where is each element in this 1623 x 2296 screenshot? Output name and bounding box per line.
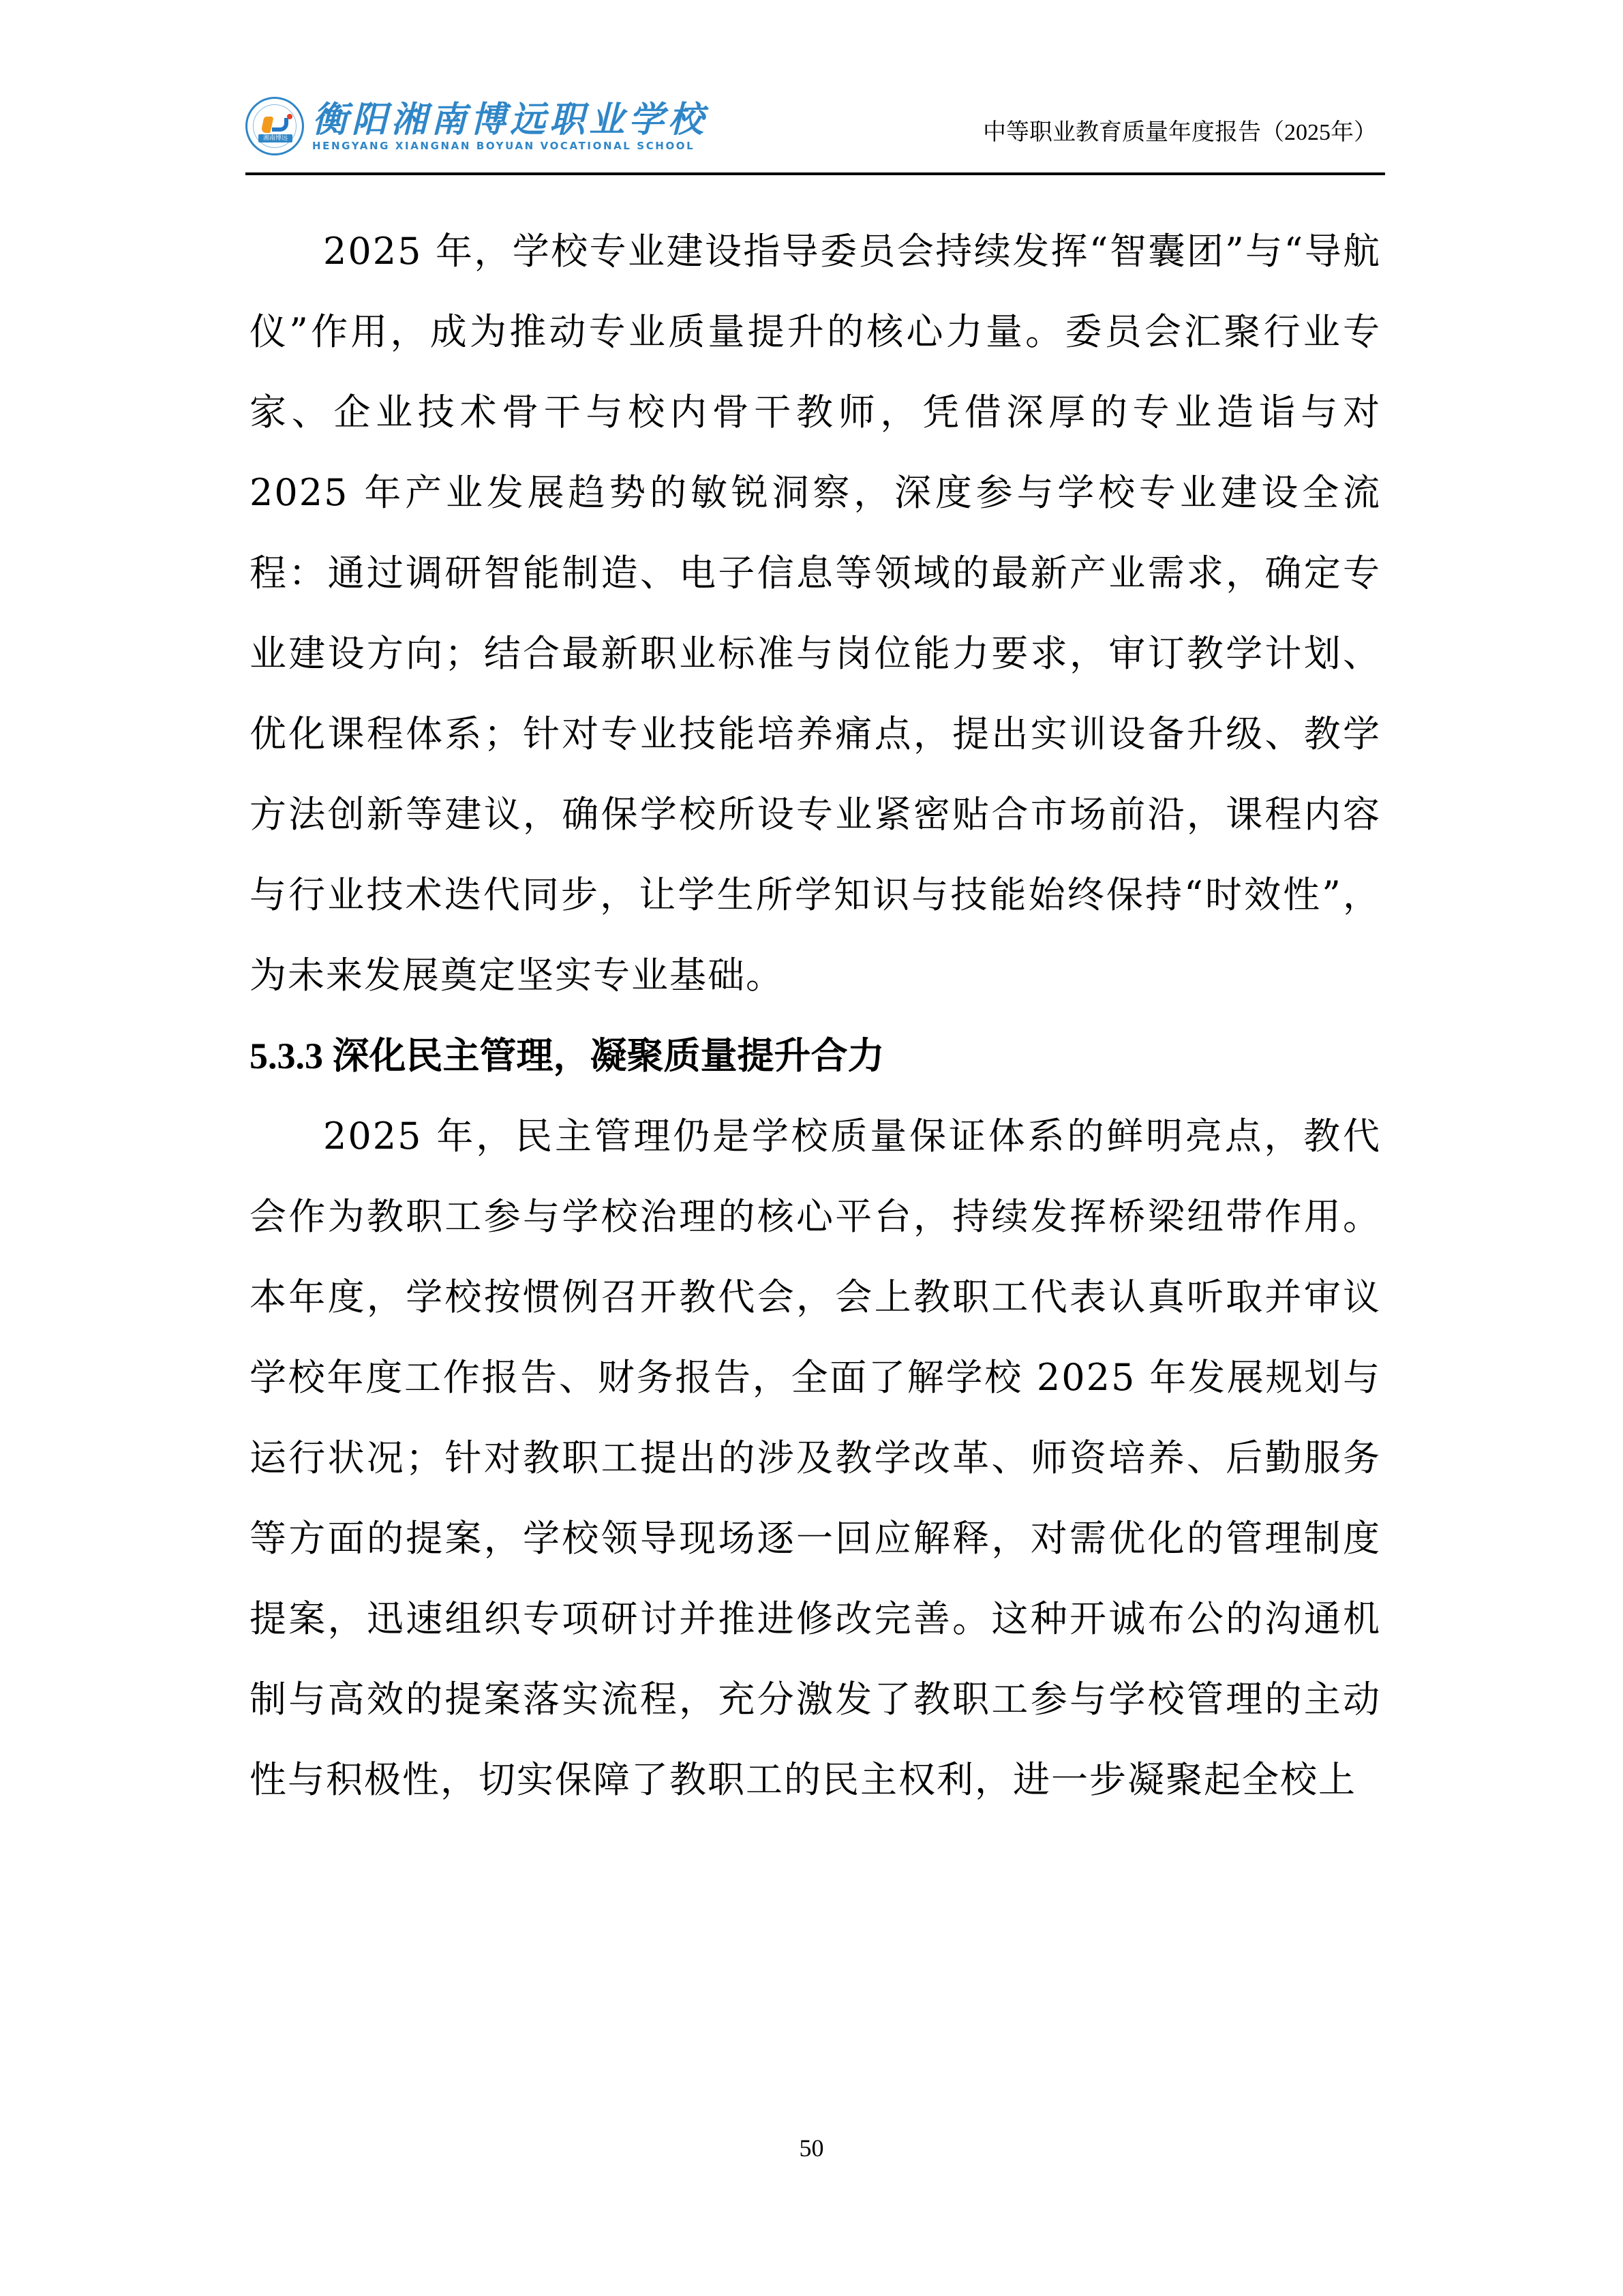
school-name-cn: 衡阳湘南博远职业学校 — [312, 99, 708, 140]
page-body — [249, 211, 1381, 1820]
school-emblem-icon — [245, 97, 304, 155]
school-logo — [245, 97, 708, 155]
header-divider — [245, 172, 1385, 175]
page-header — [245, 87, 1385, 177]
emblem-label: 湘南博远 — [258, 134, 292, 142]
section-heading: 5.3.3 深化民主管理，凝聚质量提升合力 — [249, 1036, 885, 1076]
school-name-en: HENGYANG XIANGNAN BOYUAN VOCATIONAL SCHOOL — [312, 140, 695, 152]
report-title: 中等职业教育质量年度报告（2025年） — [983, 120, 1377, 145]
page-number: 50 — [799, 2134, 824, 2162]
body-paragraph-2: 2025 年，民主管理仍是学校质量保证体系的鲜明亮点，教代会作为教职工参与学校治理的核心平台，持续发挥桥梁纽带作用。本年度，学校按惯例召开教代会，会上教职工代表认真听取并审议学校年度工作报告、财务报告，全面了解学校 2025 年发展规划与运行状况；针对教职工提出的涉及教学改革、师资培养、后勤服务等方面的提案，学校领导现场逐一回应解释，对需优化的管理制度提案，迅速组织专项研讨并推进修改完善。这种开诚布公的沟通机制与高效的提案落实流程，充分激发了教职工参与学校管理的主动性与积极性，切实保障了教职工的民主权利，进一步凝聚起全校上 — [249, 1115, 1381, 1801]
body-paragraph-1: 2025 年，学校专业建设指导委员会持续发挥“智囊团”与“导航仪”作用，成为推动专业质量提升的核心力量。委员会汇聚行业专家、企业技术骨干与校内骨干教师，凭借深厚的专业造诣与对 2025 年产业发展趋势的敏锐洞察，深度参与学校专业建设全流程：通过调研智能制造、电子信息等领域的最新产业需求，确定专业建设方向；结合最新职业标准与岗位能力要求，审订教学计划、优化课程体系；针对专业技能培养痛点，提出实训设备升级、教学方法创新等建议，确保学校所设专业紧密贴合市场前沿，课程内容与行业技术迭代同步，让学生所学知识与技能始终保持“时效性”，为未来发展奠定坚实专业基础。 — [249, 230, 1381, 997]
